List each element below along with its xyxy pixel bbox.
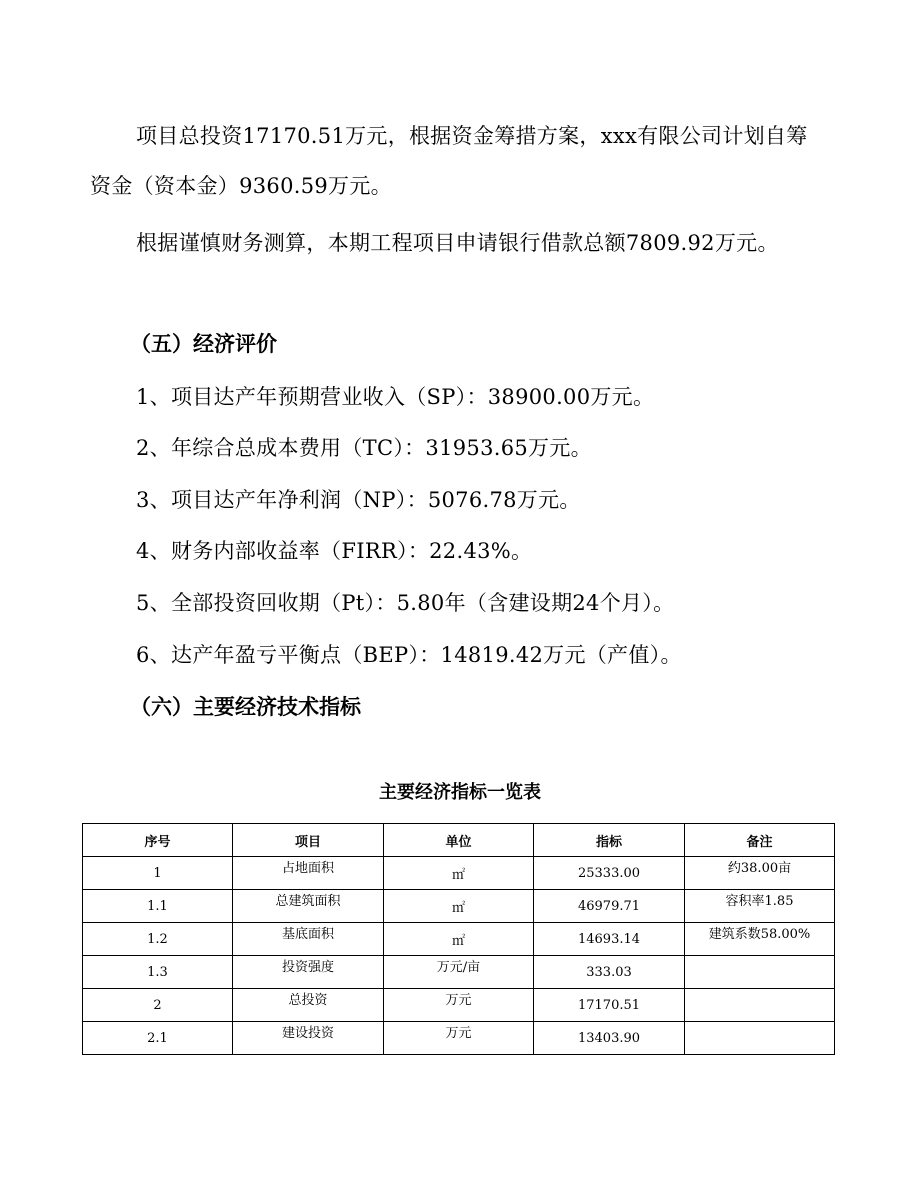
table-cell: 46979.71 <box>534 890 685 923</box>
paragraph-bank-loan: 根据谨慎财务测算，本期工程项目申请银行借款总额7809.92万元。 <box>136 231 779 255</box>
table-cell <box>685 989 835 1022</box>
indicator-table <box>82 823 835 1055</box>
table-row <box>83 923 835 956</box>
header-cell-value: 指标 <box>534 824 685 857</box>
table-cell: 投资强度 <box>233 956 384 989</box>
table-cell: ㎡ <box>384 857 534 890</box>
table-cell: 17170.51 <box>534 989 685 1022</box>
table-row <box>83 989 835 1022</box>
table-cell: 万元 <box>384 989 534 1022</box>
table-cell: 万元/亩 <box>384 956 534 989</box>
table-title: 主要经济指标一览表 <box>379 782 541 803</box>
table-cell: 占地面积 <box>233 857 384 890</box>
section-heading-main-indicators: （六）主要经济技术指标 <box>130 694 361 719</box>
list-item: 3、项目达产年净利润（NP）：5076.78万元。 <box>136 488 581 512</box>
header-cell-remark: 备注 <box>685 824 835 857</box>
table-cell: 建筑系数58.00% <box>685 923 835 956</box>
table-cell: ㎡ <box>384 923 534 956</box>
table-cell: 容积率1.85 <box>685 890 835 923</box>
section-heading-economic-evaluation: （五）经济评价 <box>130 331 277 356</box>
list-item: 5、全部投资回收期（Pt）：5.80年（含建设期24个月）。 <box>136 591 675 615</box>
table-cell: 总投资 <box>233 989 384 1022</box>
table-cell: 333.03 <box>534 956 685 989</box>
header-cell-index: 序号 <box>83 824 233 857</box>
table-cell: 总建筑面积 <box>233 890 384 923</box>
list-item: 4、财务内部收益率（FIRR）：22.43%。 <box>136 539 533 563</box>
table-cell: 1.3 <box>83 956 233 989</box>
table-row <box>83 857 835 890</box>
table-cell: 基底面积 <box>233 923 384 956</box>
table-cell: 约38.00亩 <box>685 857 835 890</box>
table-cell: 1 <box>83 857 233 890</box>
table-cell: 万元 <box>384 1022 534 1055</box>
list-item: 1、项目达产年预期营业收入（SP）：38900.00万元。 <box>136 385 655 409</box>
paragraph-total-investment: 项目总投资17170.51万元，根据资金筹措方案，xxx有限公司计划自筹资金（资本金）9360.59万元。 <box>90 124 808 198</box>
table-cell: 建设投资 <box>233 1022 384 1055</box>
table-cell: 1.1 <box>83 890 233 923</box>
table-row <box>83 1022 835 1055</box>
table-header-row <box>83 824 835 857</box>
table-cell: 14693.14 <box>534 923 685 956</box>
table-cell <box>685 956 835 989</box>
table-cell: 25333.00 <box>534 857 685 890</box>
table-cell: ㎡ <box>384 890 534 923</box>
header-cell-item: 项目 <box>233 824 384 857</box>
list-item: 2、年综合总成本费用（TC）：31953.65万元。 <box>136 436 592 460</box>
table-row <box>83 890 835 923</box>
table-cell: 13403.90 <box>534 1022 685 1055</box>
table-cell <box>685 1022 835 1055</box>
table-cell: 2.1 <box>83 1022 233 1055</box>
table-cell: 1.2 <box>83 923 233 956</box>
list-item: 6、达产年盈亏平衡点（BEP）：14819.42万元（产值）。 <box>136 643 682 667</box>
header-cell-unit: 单位 <box>384 824 534 857</box>
table-row <box>83 956 835 989</box>
table-cell: 2 <box>83 989 233 1022</box>
